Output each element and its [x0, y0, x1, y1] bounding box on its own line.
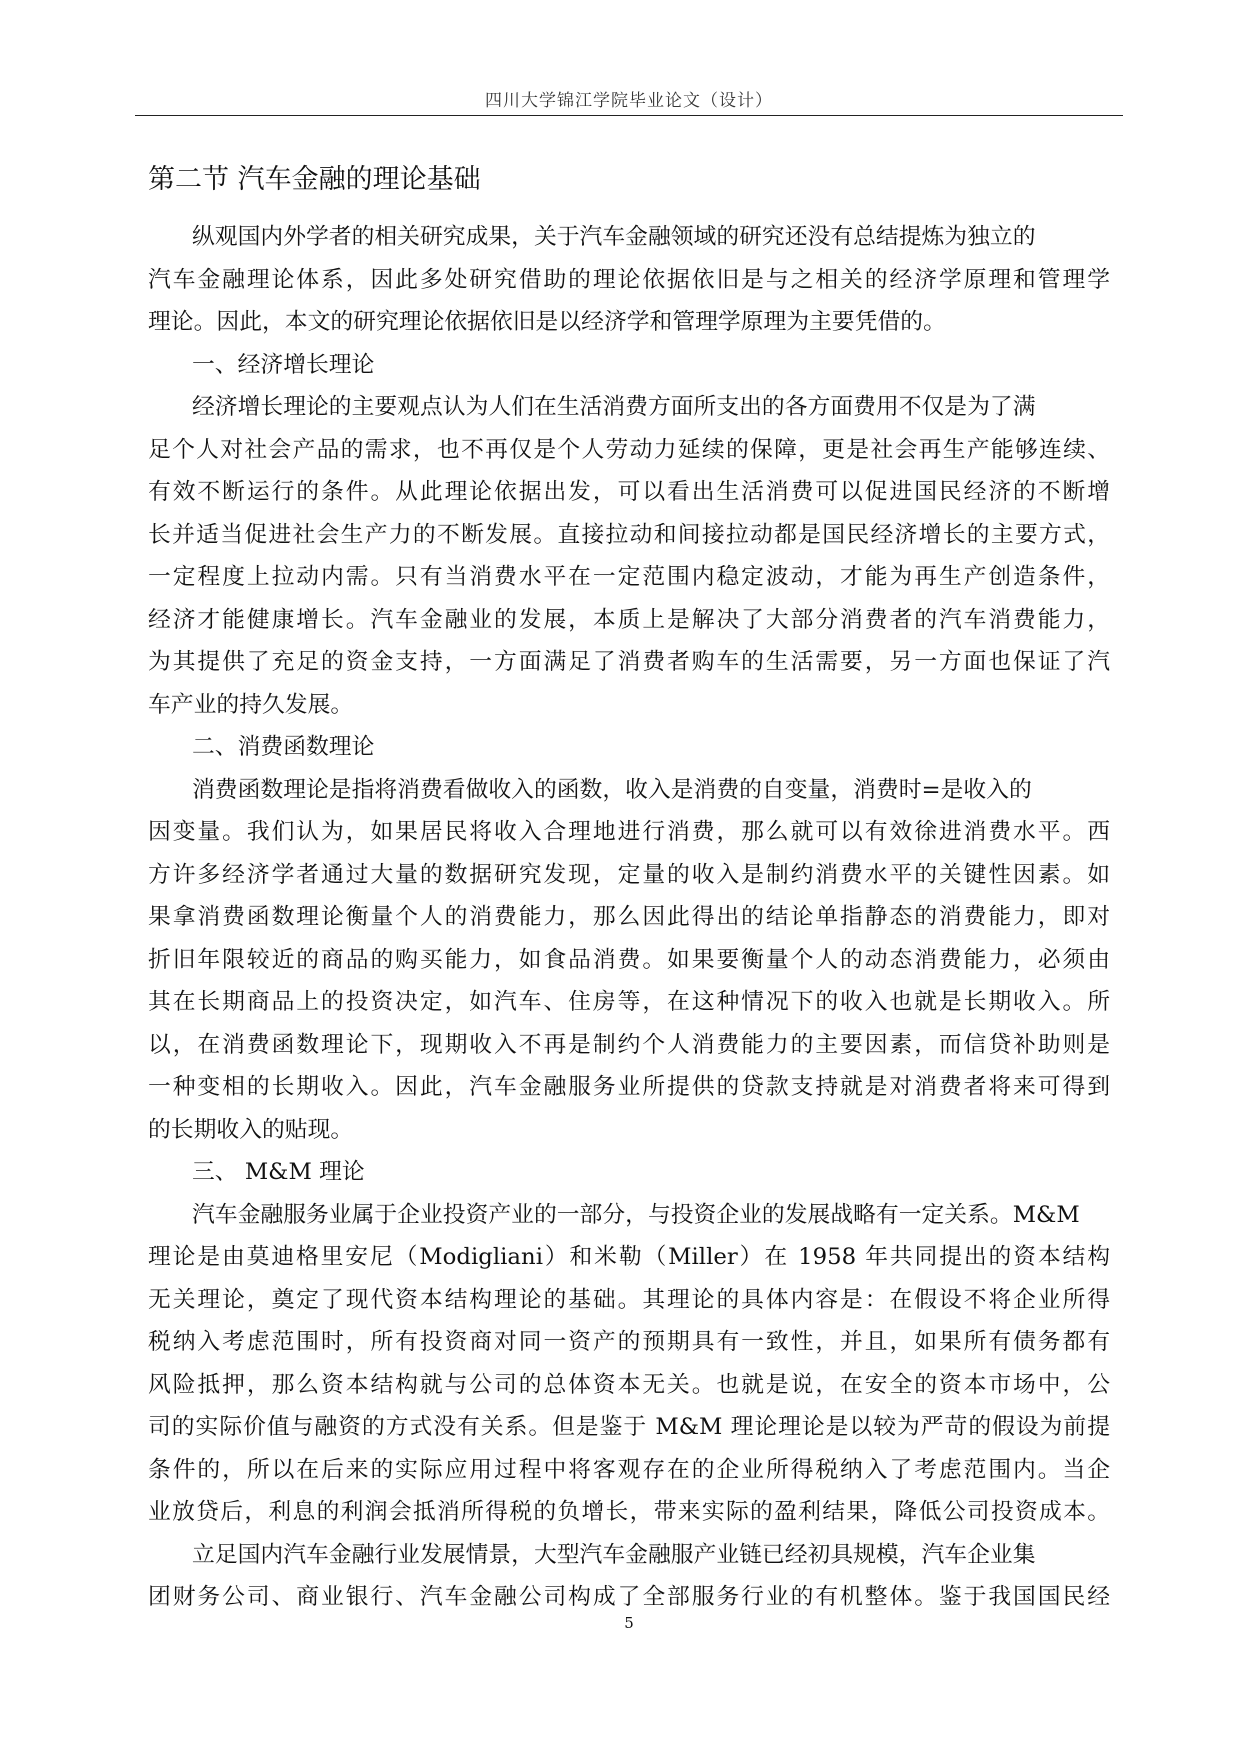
paragraph-line: 一定程度上拉动内需。只有当消费水平在一定范围内稳定波动，才能为再生产创造条件，	[148, 564, 1110, 590]
paragraph-line: 折旧年限较近的商品的购买能力，如食品消费。如果要衡量个人的动态消费能力，必须由	[148, 946, 1110, 973]
paragraph-line: 业放贷后，利息的利润会抵消所得税的负增长，带来实际的盈利结果，降低公司投资成本。	[148, 1499, 1110, 1525]
section-heading: 第二节 汽车金融的理论基础	[148, 164, 481, 195]
paragraph-line: 车产业的持久发展。	[148, 691, 354, 718]
paragraph-line: 为其提供了充足的资金支持，一方面满足了消费者购车的生活需要，另一方面也保证了汽	[148, 649, 1110, 675]
paragraph-line: 纵观国内外学者的相关研究成果，关于汽车金融领域的研究还没有总结提炼为独立的	[192, 224, 1036, 250]
paragraph-line: 理论是由莫迪格里安尼（Modigliani）和米勒（Miller）在 1958 年共同提出的资本结构	[148, 1244, 1110, 1270]
subsection-heading: 三、 M&M 理论	[192, 1159, 365, 1185]
paragraph-line: 经济才能健康增长。汽车金融业的发展，本质上是解决了大部分消费者的汽车消费能力，	[148, 606, 1110, 633]
paragraph-line: 足个人对社会产品的需求，也不再仅是个人劳动力延续的保障，更是社会再生产能够连续、	[148, 436, 1110, 463]
paragraph-line: 以，在消费函数理论下，现期收入不再是制约个人消费能力的主要因素，而信贷补助则是	[148, 1031, 1110, 1058]
paragraph-line: 理论。因此，本文的研究理论依据依旧是以经济学和管理学原理为主要凭借的。	[148, 309, 946, 335]
paragraph-line: 长并适当促进社会生产力的不断发展。直接拉动和间接拉动都是国民经济增长的主要方式，	[148, 521, 1110, 548]
paragraph-line: 果拿消费函数理论衡量个人的消费能力，那么因此得出的结论单指静态的消费能力，即对	[148, 904, 1110, 930]
paragraph-line: 消费函数理论是指将消费看做收入的函数，收入是消费的自变量，消费时=是收入的	[192, 776, 1032, 803]
subsection-heading: 二、消费函数理论	[192, 734, 375, 760]
paragraph-line: 汽车金融理论体系，因此多处研究借助的理论依据依旧是与之相关的经济学原理和管理学	[148, 266, 1110, 293]
body-text	[148, 216, 1110, 1619]
paragraph-line: 经济增长理论的主要观点认为人们在生活消费方面所支出的各方面费用不仅是为了满	[192, 394, 1036, 420]
paragraph-line: 税纳入考虑范围时，所有投资商对同一资产的预期具有一致性，并且，如果所有债务都有	[148, 1329, 1110, 1355]
header-rule	[135, 115, 1123, 116]
paragraph-line: 的长期收入的贴现。	[148, 1116, 354, 1143]
paragraph-line: 其在长期商品上的投资决定，如汽车、住房等，在这种情况下的收入也就是长期收入。所	[148, 989, 1110, 1015]
paragraph-line: 无关理论，奠定了现代资本结构理论的基础。其理论的具体内容是：在假设不将企业所得	[148, 1286, 1110, 1313]
paragraph-line: 风险抵押，那么资本结构就与公司的总体资本无关。也就是说，在安全的资本市场中，公	[148, 1371, 1110, 1398]
paragraph-line: 立足国内汽车金融行业发展情景，大型汽车金融服产业链已经初具规模，汽车企业集	[192, 1541, 1036, 1568]
paragraph-line: 司的实际价值与融资的方式没有关系。但是鉴于 M&M 理论理论是以较为严苛的假设为前提	[148, 1414, 1110, 1440]
paragraph-line: 条件的，所以在后来的实际应用过程中将客观存在的企业所得税纳入了考虑范围内。当企	[148, 1456, 1110, 1483]
page-header: 四川大学锦江学院毕业论文（设计）	[485, 91, 773, 111]
paragraph-line: 方许多经济学者通过大量的数据研究发现，定量的收入是制约消费水平的关键性因素。如	[148, 861, 1110, 888]
page-number: 5	[624, 1614, 634, 1632]
paragraph-line: 汽车金融服务业属于企业投资产业的一部分，与投资企业的发展战略有一定关系。M&M	[192, 1201, 1080, 1228]
paragraph-line: 一种变相的长期收入。因此，汽车金融服务业所提供的贷款支持就是对消费者将来可得到	[148, 1074, 1110, 1100]
paragraph-line: 有效不断运行的条件。从此理论依据出发，可以看出生活消费可以促进国民经济的不断增	[148, 479, 1110, 505]
paragraph-line: 因变量。我们认为，如果居民将收入合理地进行消费，那么就可以有效徐进消费水平。西	[148, 819, 1110, 845]
paragraph-line: 团财务公司、商业银行、汽车金融公司构成了全部服务行业的有机整体。鉴于我国国民经	[148, 1584, 1110, 1610]
subsection-heading: 一、经济增长理论	[192, 351, 375, 378]
